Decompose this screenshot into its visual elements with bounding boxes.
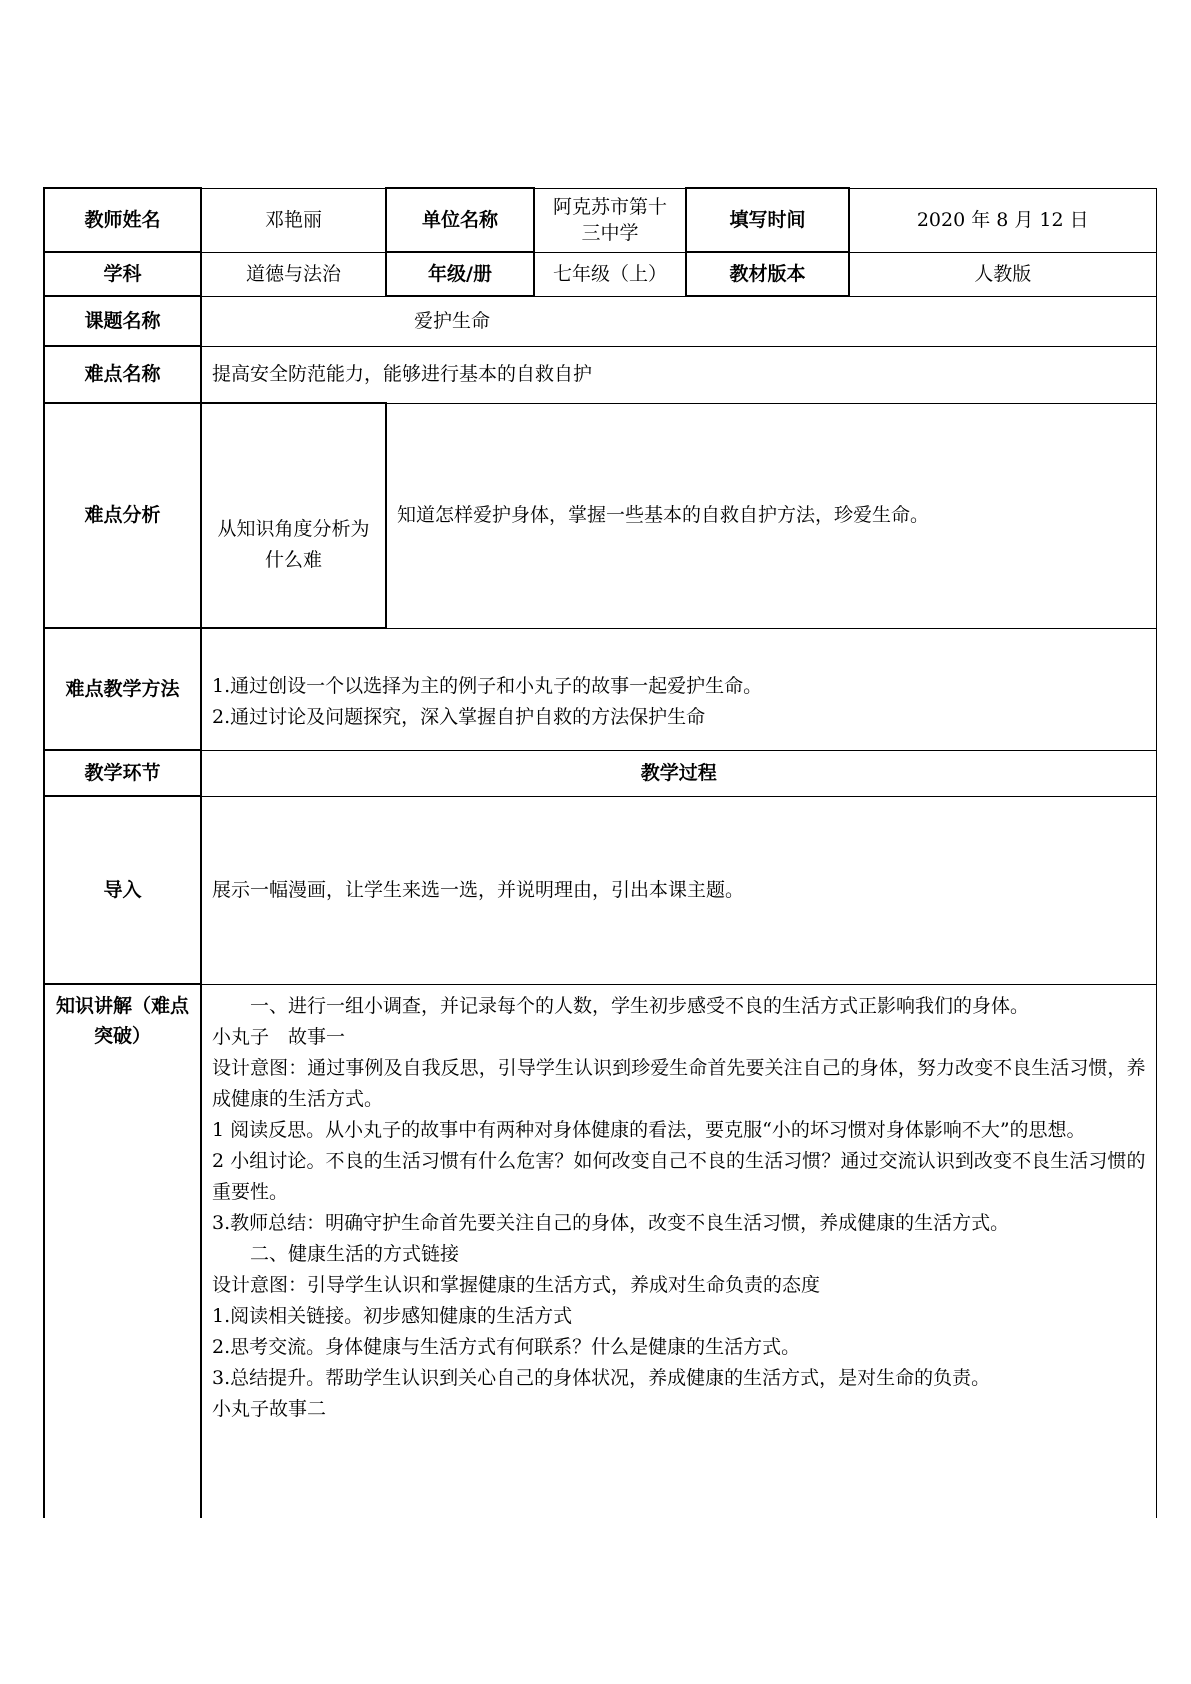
- method-label: 难点教学方法: [44, 628, 201, 750]
- subject-value: 道德与法治: [201, 252, 386, 296]
- topic-value: 爱护生命: [201, 296, 1156, 346]
- method-value: [201, 628, 1156, 750]
- knowledge-para-10: 2.思考交流。身体健康与生活方式有何联系？什么是健康的生活方式。: [212, 1335, 801, 1358]
- analysis-label: 难点分析: [44, 403, 201, 628]
- lesson-plan-table: [43, 187, 1157, 1518]
- difficulty-value: 提高安全防范能力，能够进行基本的自救自护: [201, 346, 1156, 403]
- knowledge-para-5: 2 小组讨论。不良的生活习惯有什么危害？如何改变自己不良的生活习惯？通过交流认识到改变不良生活习惯的重要性。: [212, 1149, 1146, 1203]
- process-header-row: [44, 750, 1156, 796]
- knowledge-para-12: 小丸子故事二: [212, 1397, 327, 1420]
- topic-label: 课题名称: [44, 296, 201, 346]
- knowledge-para-1: 一、进行一组小调查，并记录每个的人数，学生初步感受不良的生活方式正影响我们的身体。: [250, 994, 1030, 1017]
- teacher-label: 教师姓名: [44, 188, 201, 252]
- knowledge-para-3: 设计意图：通过事例及自我反思，引导学生认识到珍爱生命首先要关注自己的身体，努力改变不良生活习惯，养成健康的生活方式。: [212, 1056, 1146, 1110]
- edition-value: 人教版: [849, 252, 1156, 296]
- process-step-label: 教学环节: [44, 750, 201, 796]
- edition-label: 教材版本: [686, 252, 849, 296]
- date-value: 2020 年 8 月 12 日: [849, 188, 1156, 252]
- intro-value: 展示一幅漫画，让学生来选一选，并说明理由，引出本课主题。: [201, 796, 1156, 984]
- unit-label: 单位名称: [386, 188, 534, 252]
- analysis-sub-label: 从知识角度分析为什么难: [201, 403, 386, 628]
- process-title: 教学过程: [201, 750, 1156, 796]
- grade-value: 七年级（上）: [534, 252, 686, 296]
- knowledge-content: [201, 984, 1156, 1518]
- grade-label: 年级/册: [386, 252, 534, 296]
- date-label: 填写时间: [686, 188, 849, 252]
- difficulty-row: [44, 346, 1156, 403]
- method-line-2: 2.通过讨论及问题探究，深入掌握自护自救的方法保护生命: [212, 706, 706, 729]
- method-row: [44, 628, 1156, 750]
- intro-row: [44, 796, 1156, 984]
- knowledge-para-7: 二、健康生活的方式链接: [250, 1242, 460, 1265]
- knowledge-para-11: 3.总结提升。帮助学生认识到关心自己的身体状况，养成健康的生活方式，是对生命的负责。: [212, 1366, 991, 1389]
- knowledge-label: 知识讲解（难点突破）: [44, 984, 201, 1518]
- difficulty-label: 难点名称: [44, 346, 201, 403]
- knowledge-para-8: 设计意图：引导学生认识和掌握健康的生活方式，养成对生命负责的态度: [212, 1273, 821, 1296]
- intro-label: 导入: [44, 796, 201, 984]
- knowledge-para-6: 3.教师总结：明确守护生命首先要关注自己的身体，改变不良生活习惯，养成健康的生活方式。: [212, 1211, 1010, 1234]
- topic-row: [44, 296, 1156, 346]
- knowledge-para-2: 小丸子 故事一: [212, 1025, 346, 1048]
- subject-label: 学科: [44, 252, 201, 296]
- knowledge-row: [44, 984, 1156, 1518]
- teacher-value: 邓艳丽: [201, 188, 386, 252]
- analysis-row: [44, 403, 1156, 628]
- header-row: [44, 188, 1156, 252]
- method-line-1: 1.通过创设一个以选择为主的例子和小丸子的故事一起爱护生命。: [212, 675, 763, 698]
- subject-row: [44, 252, 1156, 296]
- analysis-value: 知道怎样爱护身体，掌握一些基本的自救自护方法，珍爱生命。: [386, 403, 1156, 628]
- knowledge-para-4: 1 阅读反思。从小丸子的故事中有两种对身体健康的看法，要克服“小的坏习惯对身体影响不大”的思想。: [212, 1118, 1086, 1141]
- unit-value: 阿克苏市第十三中学: [534, 188, 686, 252]
- knowledge-para-9: 1.阅读相关链接。初步感知健康的生活方式: [212, 1304, 573, 1327]
